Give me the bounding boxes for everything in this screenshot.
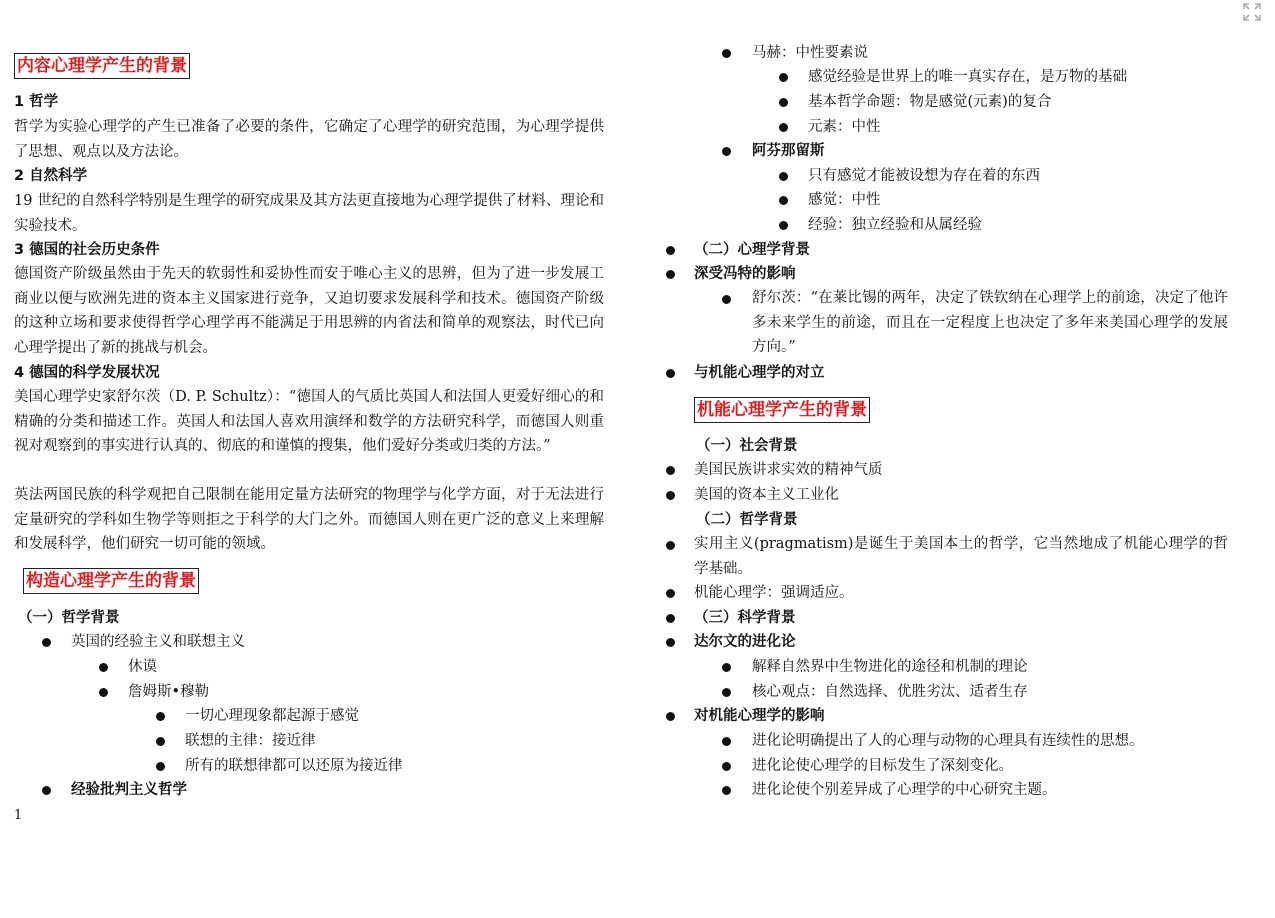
list-item (779, 215, 982, 235)
bullet-icon (42, 638, 51, 647)
list-item-text: 詹姆斯•穆勒 (128, 684, 210, 700)
bullet-icon (779, 123, 788, 132)
list-item (779, 92, 1051, 112)
bullet-icon (722, 295, 731, 304)
bullet-icon (666, 246, 675, 255)
bullet-icon (779, 172, 788, 181)
heading-philosophy-background-2: （二）哲学背景 (696, 512, 798, 528)
bullet-icon (156, 762, 165, 771)
list-item-text: 英国的经验主义和联想主义 (71, 634, 245, 650)
list-item (42, 780, 187, 800)
list-item-text: （三）科学背景 (694, 610, 796, 626)
bullet-icon (666, 541, 675, 550)
list-item (666, 240, 810, 260)
bullet-icon (722, 786, 731, 795)
bullet-icon (156, 712, 165, 721)
bullet-icon (666, 614, 675, 623)
list-item (666, 532, 1228, 581)
list-item-text: 进化论使心理学的目标发生了深刻变化。 (752, 758, 1013, 774)
list-item-text: 元素：中性 (808, 119, 881, 135)
list-item-text: 与机能心理学的对立 (694, 365, 825, 381)
bullet-icon (779, 98, 788, 107)
list-item (99, 657, 157, 677)
bullet-icon (666, 491, 675, 500)
list-item-text: 经验：独立经验和从属经验 (808, 217, 982, 233)
list-item-text: 达尔文的进化论 (694, 634, 796, 650)
list-item (42, 632, 245, 652)
section-title-structuralism: 构造心理学产生的背景 (23, 568, 199, 594)
list-item-text: 美国的资本主义工业化 (694, 487, 839, 503)
list-item (722, 682, 1028, 702)
list-item-text: 核心观点：自然选择、优胜劣汰、适者生存 (752, 684, 1028, 700)
list-item-text: 基本哲学命题：物是感觉(元素)的复合 (808, 94, 1052, 110)
list-item (99, 682, 209, 702)
list-item (666, 706, 825, 726)
bullet-icon (722, 688, 731, 697)
list-item-text: 舒尔茨：“在莱比锡的两年，决定了铁钦纳在心理学上的前途，决定了他许多未来学生的前途，而且在一定程度上也决定了多年来美国心理学的发展方向。” (752, 290, 1228, 356)
bullet-icon (779, 221, 788, 230)
list-item-text: （二）心理学背景 (694, 242, 810, 258)
bullet-icon (779, 196, 788, 205)
paragraph-anglo-french: 英法两国民族的科学观把自己限制在能用定量方法研究的物理学与化学方面，对于无法进行定量研究的学科如生物学等则拒之于科学的大门之外。而德国人则在更广泛的意义上来理解和发展科学，他们研究一切可能的领域。 (14, 487, 604, 553)
list-item (666, 264, 796, 284)
heading-german-history: 3 德国的社会历史条件 (14, 242, 160, 258)
list-item (666, 485, 839, 505)
list-item (722, 141, 825, 161)
list-item-text: 感觉：中性 (808, 192, 881, 208)
bullet-icon (722, 49, 731, 58)
expand-icon[interactable] (1243, 3, 1261, 21)
list-item-text: 只有感觉才能被设想为存在着的东西 (808, 168, 1040, 184)
bullet-icon (666, 466, 675, 475)
heading-natural-science: 2 自然科学 (14, 168, 88, 184)
heading-philosophy: 1 哲学 (14, 94, 59, 110)
bullet-icon (722, 663, 731, 672)
list-item-text: 经验批判主义哲学 (71, 782, 187, 798)
list-item (666, 583, 854, 603)
bullet-icon (666, 589, 675, 598)
bullet-icon (666, 638, 675, 647)
section-title-functionalism: 机能心理学产生的背景 (694, 397, 870, 423)
list-item (722, 43, 868, 63)
paragraph-german-history: 德国资产阶级虽然由于先天的软弱性和妥协性而安于唯心主义的思辨，但为了进一步发展工商业以便与欧洲先进的资本主义国家进行竞争，又迫切要求发展科学和技术。德国资产阶级的这种立场和要求使得哲学心理学再不能满足于用思辨的内省法和简单的观察法，时代已向心理学提出了新的挑战与机会。 (14, 266, 604, 357)
paragraph-philosophy: 哲学为实验心理学的产生已准备了必要的条件，它确定了心理学的研究范围，为心理学提供了思想、观点以及方法论。 (14, 119, 604, 160)
list-item-text: 深受冯特的影响 (694, 266, 796, 282)
bullet-icon (722, 762, 731, 771)
paragraph-natural-science: 19 世纪的自然科学特别是生理学的研究成果及其方法更直接地为心理学提供了材料、理论和实验技术。 (14, 193, 604, 234)
section-title-content-psychology: 内容心理学产生的背景 (14, 53, 190, 79)
bullet-icon (99, 663, 108, 672)
paragraph-schultz-quote: 美国心理学史家舒尔茨（D. P. Schultz）：“德国人的气质比英国人和法国人更爱好细心的和精确的分类和描述工作。英国人和法国人喜欢用演绎和数学的方法研究科学，而德国人则重视对观察到的事实进行认真的、彻底的和谨慎的搜集，他们爱好分类或归类的方法。” (14, 389, 604, 455)
list-item (666, 363, 825, 383)
list-item-text: 解释自然界中生物进化的途径和机制的理论 (752, 659, 1028, 675)
bullet-icon (722, 737, 731, 746)
list-item (779, 67, 1127, 87)
list-item (722, 731, 1144, 751)
page-number: 1 (14, 808, 23, 823)
list-item-text: 实用主义(pragmatism)是诞生于美国本土的哲学，它当然地成了机能心理学的哲学基础。 (694, 536, 1228, 577)
bullet-icon (722, 147, 731, 156)
list-item (779, 190, 881, 210)
list-item-text: 对机能心理学的影响 (694, 708, 825, 724)
list-item-text: 机能心理学：强调适应。 (694, 585, 854, 601)
bullet-icon (666, 712, 675, 721)
list-item (779, 166, 1040, 186)
list-item (722, 780, 1057, 800)
bullet-icon (666, 369, 675, 378)
list-item (156, 756, 403, 776)
list-item (722, 286, 1228, 360)
list-item-text: 一切心理现象都起源于感觉 (185, 708, 359, 724)
list-item-text: 进化论使个别差异成了心理学的中心研究主题。 (752, 782, 1057, 798)
list-item (156, 731, 316, 751)
heading-philosophy-background: （一）哲学背景 (18, 610, 120, 626)
list-item-text: 休谟 (128, 659, 157, 675)
bullet-icon (99, 688, 108, 697)
list-item-text: 美国民族讲求实效的精神气质 (694, 462, 883, 478)
list-item-text: 进化论明确提出了人的心理与动物的心理具有连续性的思想。 (752, 733, 1144, 749)
bullet-icon (666, 270, 675, 279)
bullet-icon (156, 737, 165, 746)
list-item (722, 756, 1013, 776)
list-item-text: 所有的联想律都可以还原为接近律 (185, 758, 403, 774)
heading-german-science: 4 德国的科学发展状况 (14, 365, 160, 381)
list-item (779, 117, 881, 137)
list-item (666, 632, 796, 652)
heading-social-background: （一）社会背景 (696, 438, 798, 454)
list-item (722, 657, 1028, 677)
list-item (666, 608, 796, 628)
list-item-text: 马赫：中性要素说 (752, 45, 868, 61)
list-item (156, 706, 359, 726)
list-item-text: 感觉经验是世界上的唯一真实存在，是万物的基础 (808, 69, 1127, 85)
bullet-icon (42, 786, 51, 795)
list-item-text: 联想的主律：接近律 (185, 733, 316, 749)
bullet-icon (779, 73, 788, 82)
list-item-text: 阿芬那留斯 (752, 143, 825, 159)
list-item (666, 460, 883, 480)
